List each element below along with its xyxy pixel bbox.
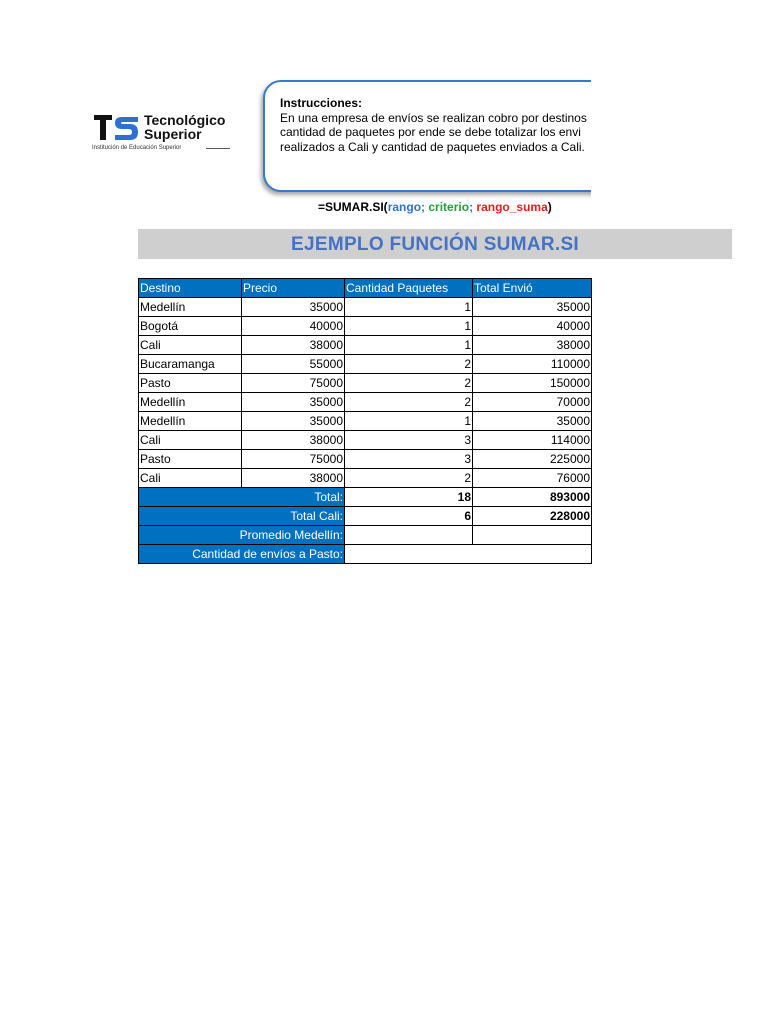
header-total-envio[interactable]: Total Envió: [473, 279, 592, 298]
ts-logo-icon: [92, 112, 140, 142]
instructions-line: realizados a Cali y cantidad de paquetes enviados a Cali.: [280, 139, 585, 154]
cell-precio[interactable]: 40000: [242, 317, 345, 336]
cell-total[interactable]: 110000: [473, 355, 592, 374]
cell-destino[interactable]: Medellín: [139, 412, 242, 431]
header-precio[interactable]: Precio: [242, 279, 345, 298]
cell-cantidad[interactable]: 1: [345, 336, 473, 355]
cell-cantidad[interactable]: 3: [345, 450, 473, 469]
instructions-line: En una empresa de envíos se realizan cobro por destinos: [280, 110, 587, 125]
instructions-title: Instrucciones:: [280, 96, 363, 110]
cell-total[interactable]: 35000: [473, 412, 592, 431]
table-row: [139, 317, 592, 336]
cell-cantidad[interactable]: 2: [345, 393, 473, 412]
cell-cantidad[interactable]: 2: [345, 355, 473, 374]
cell-total[interactable]: 150000: [473, 374, 592, 393]
cell-total[interactable]: 38000: [473, 336, 592, 355]
total-cali-label[interactable]: Total Cali:: [139, 507, 345, 526]
promedio-medellin-cell[interactable]: [345, 526, 473, 545]
cell-destino[interactable]: Medellín: [139, 393, 242, 412]
logo-subtitle: Institución de Educación Superior: [92, 145, 182, 151]
instructions-box: [263, 80, 591, 192]
table-row: [139, 450, 592, 469]
formula-suffix: ): [547, 200, 552, 214]
cell-precio[interactable]: 55000: [242, 355, 345, 374]
total-amount-cell[interactable]: 893000: [473, 488, 592, 507]
total-row: [139, 488, 592, 507]
cell-total[interactable]: 114000: [473, 431, 592, 450]
cell-total[interactable]: 40000: [473, 317, 592, 336]
total-label[interactable]: Total:: [139, 488, 345, 507]
page-title: EJEMPLO FUNCIÓN SUMAR.SI: [291, 234, 579, 255]
cell-destino[interactable]: Cali: [139, 431, 242, 450]
institution-logo: [92, 110, 242, 155]
formula-arg-rango: rango: [387, 200, 422, 214]
cell-destino[interactable]: Pasto: [139, 374, 242, 393]
cell-destino[interactable]: Bucaramanga: [139, 355, 242, 374]
formula-prefix: =SUMAR.SI(: [318, 200, 388, 214]
cell-destino[interactable]: Cali: [139, 469, 242, 488]
total-cali-row: [139, 507, 592, 526]
total-cali-qty-cell[interactable]: 6: [345, 507, 473, 526]
cell-total[interactable]: 76000: [473, 469, 592, 488]
cell-precio[interactable]: 38000: [242, 469, 345, 488]
cell-destino[interactable]: Bogotá: [139, 317, 242, 336]
shipping-table: [138, 278, 592, 564]
cell-total[interactable]: 70000: [473, 393, 592, 412]
table-row: [139, 355, 592, 374]
instructions-line: cantidad de paquetes por ende se debe totalizar los envi: [280, 125, 581, 139]
cell-total[interactable]: 35000: [473, 298, 592, 317]
formula-arg-criterio: criterio: [428, 200, 470, 214]
cell-cantidad[interactable]: 2: [345, 374, 473, 393]
logo-name-line2: Superior: [144, 126, 202, 142]
promedio-medellin-label[interactable]: Promedio Medellín:: [139, 526, 345, 545]
cell-precio[interactable]: 75000: [242, 450, 345, 469]
cell-precio[interactable]: 35000: [242, 412, 345, 431]
cell-destino[interactable]: Medellín: [139, 298, 242, 317]
logo-name: [144, 113, 225, 141]
envios-pasto-row: [139, 545, 592, 564]
cell-destino[interactable]: Cali: [139, 336, 242, 355]
cell-precio[interactable]: 38000: [242, 431, 345, 450]
table-row: [139, 393, 592, 412]
envios-pasto-cell[interactable]: [345, 545, 592, 564]
cell-precio[interactable]: 35000: [242, 393, 345, 412]
table-row: [139, 336, 592, 355]
table-row: [139, 469, 592, 488]
formula-separator: ;: [469, 200, 477, 214]
cell-total[interactable]: 225000: [473, 450, 592, 469]
cell-precio[interactable]: 35000: [242, 298, 345, 317]
cell-cantidad[interactable]: 1: [345, 317, 473, 336]
cell-cantidad[interactable]: 1: [345, 412, 473, 431]
header-cantidad-paquetes[interactable]: Cantidad Paquetes: [345, 279, 473, 298]
formula-separator: ;: [421, 200, 429, 214]
cell-cantidad[interactable]: 2: [345, 469, 473, 488]
logo-divider: [206, 148, 230, 149]
total-cali-amount-cell[interactable]: 228000: [473, 507, 592, 526]
logo-name-line1: Tecnológico: [144, 112, 226, 128]
formula-arg-rango-suma: rango_suma: [476, 200, 548, 214]
title-band: [138, 229, 732, 259]
table-header-row: [139, 279, 592, 298]
table-row: [139, 412, 592, 431]
envios-pasto-label[interactable]: Cantidad de envíos a Pasto:: [139, 545, 345, 564]
header-destino[interactable]: Destino: [139, 279, 242, 298]
cell-precio[interactable]: 75000: [242, 374, 345, 393]
table-row: [139, 431, 592, 450]
cell-destino[interactable]: Pasto: [139, 450, 242, 469]
cell-cantidad[interactable]: 3: [345, 431, 473, 450]
total-qty-cell[interactable]: 18: [345, 488, 473, 507]
instructions-panel: [255, 70, 591, 200]
promedio-medellin-cell-2[interactable]: [473, 526, 592, 545]
cell-cantidad[interactable]: 1: [345, 298, 473, 317]
table-row: [139, 374, 592, 393]
promedio-medellin-row: [139, 526, 592, 545]
formula-syntax: [318, 200, 552, 214]
table-row: [139, 298, 592, 317]
cell-precio[interactable]: 38000: [242, 336, 345, 355]
